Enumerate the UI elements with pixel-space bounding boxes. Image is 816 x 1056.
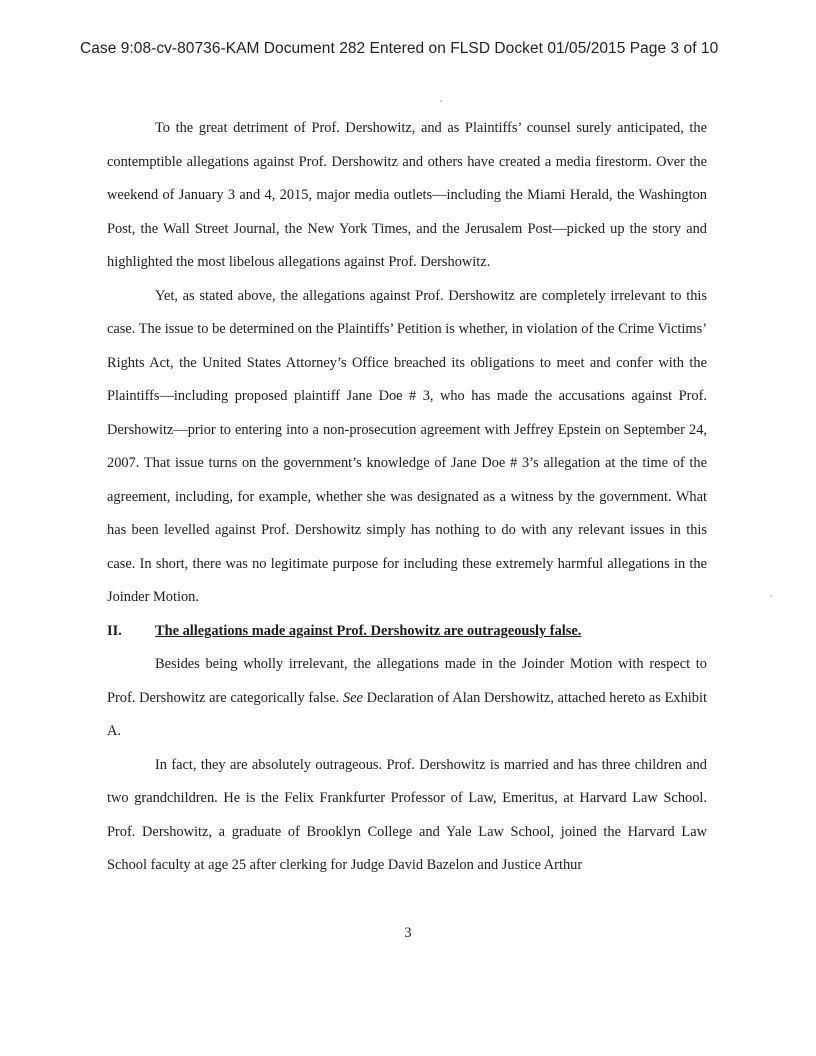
- page-number: 3: [404, 925, 412, 941]
- para3-after: Declaration of Alan Dershowitz, attached hereto as Exhibit A.: [107, 689, 707, 739]
- section-heading: [107, 615, 707, 649]
- section-title: The allegations made against Prof. Dershowitz are outrageously false.: [155, 622, 582, 639]
- section-number: II.: [107, 622, 122, 639]
- paragraph-categorically-false: [107, 648, 707, 749]
- scan-speck: [770, 595, 772, 597]
- para3-before: Besides being wholly irrelevant, the allegations made in the Joinder Motion with respect to Prof. Dershowitz are categorically false.: [107, 656, 707, 706]
- paragraph-irrelevance: Yet, as stated above, the allegations against Prof. Dershowitz are completely irrelevant to this case. The issue to be determined on the Plaintiffs’ Petition is whether, in violation of the Crime Victims’ Rights Act, the United States Attorney’s Office breached its obligations to meet and confer with the Plaintiffs—including proposed plaintiff Jane Doe # 3, who has made the accusations against Prof. Dershowitz—prior to entering into a non-prosecution agreement with Jeffrey Epstein on September 24, 2007. That issue turns on the government’s knowledge of Jane Doe # 3’s allegation at the time of the agreement, including, for example, whether she was designated as a witness by the government. What has been levelled against Prof. Dershowitz simply has nothing to do with any relevant issues in this case. In short, there was no legitimate purpose for including these extremely harmful allegations in the Joinder Motion.: [107, 287, 707, 605]
- see-signal: See: [342, 689, 363, 706]
- court-header: Case 9:08-cv-80736-KAM Document 282 Entered on FLSD Docket 01/05/2015 Page 3 of 10: [80, 40, 719, 57]
- paragraph-biography: In fact, they are absolutely outrageous. Prof. Dershowitz is married and has three children and two grandchildren. He is the Felix Frankfurter Professor of Law, Emeritus, at Harvard Law School. Prof. Dershowitz, a graduate of Brooklyn College and Yale Law School, joined the Harvard Law School faculty at age 25 after clerking for Judge David Bazelon and Justice Arthur: [107, 756, 707, 873]
- paragraph-media-firestorm: To the great detriment of Prof. Dershowitz, and as Plaintiffs’ counsel surely anticipated, the contemptible allegations against Prof. Dershowitz and others have created a media firestorm. Over the weekend of January 3 and 4, 2015, major media outlets—including the Miami Herald, the Washington Post, the Wall Street Journal, the New York Times, and the Jerusalem Post—picked up the story and highlighted the most libelous allegations against Prof. Dershowitz.: [107, 120, 707, 270]
- document-body: [107, 112, 707, 883]
- scan-speck: [440, 100, 442, 102]
